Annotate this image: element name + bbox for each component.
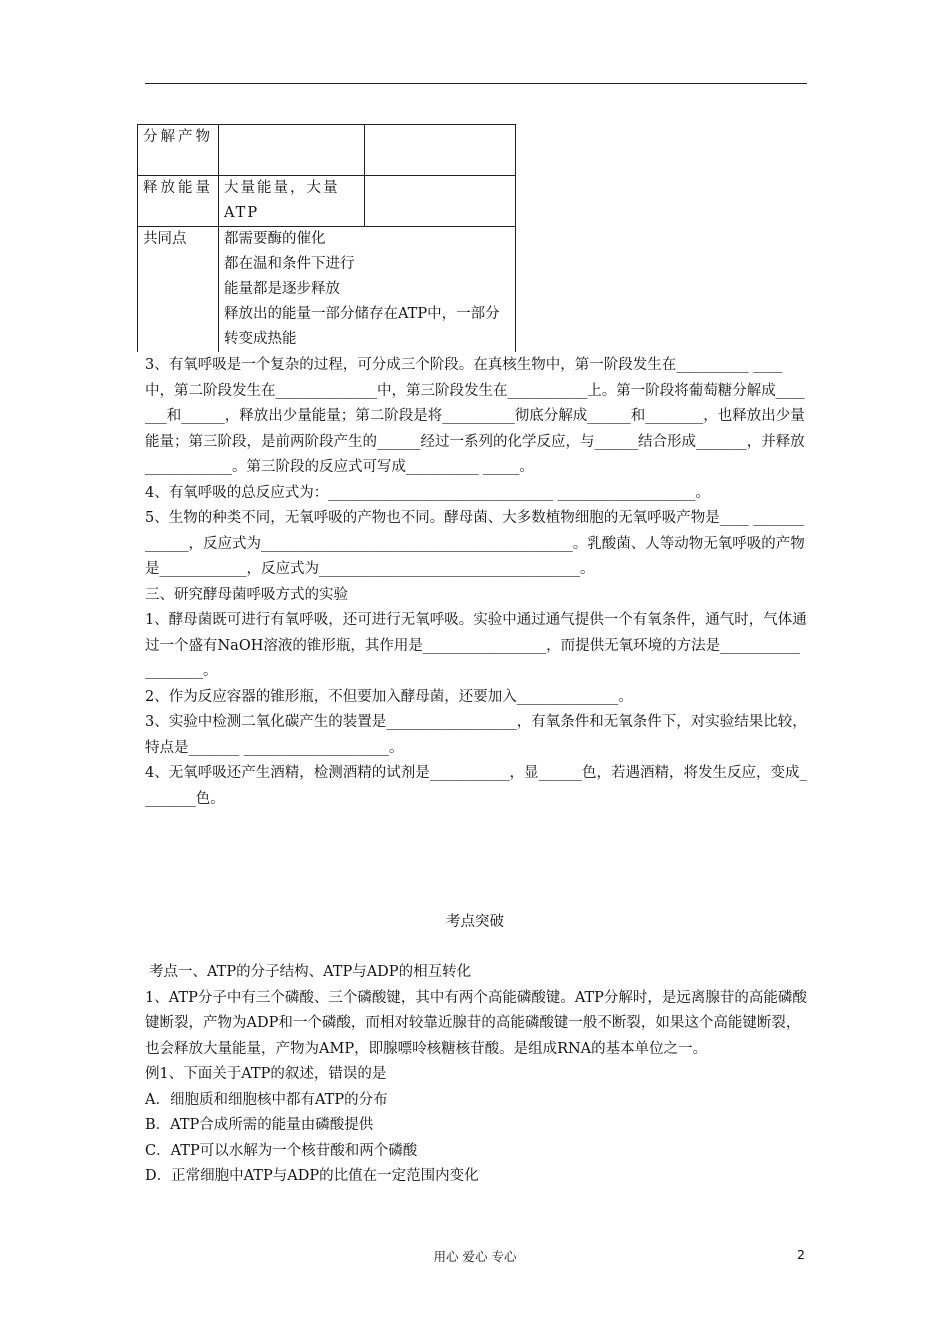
- option-a: A．细胞质和细胞核中都有ATP的分布: [145, 1091, 388, 1108]
- option-b: B．ATP合成所需的能量由磷酸提供: [145, 1117, 374, 1133]
- section-respiration: [145, 353, 807, 812]
- common-points-cell: [219, 227, 516, 353]
- section-key-points: [145, 960, 807, 1190]
- section-heading: 三、研究酵母菌呼吸方式的实验: [145, 586, 348, 603]
- common-point: 都需要酶的催化: [224, 231, 326, 247]
- common-point: 释放出的能量一部分储存在ATP中，一部分转变成热能: [224, 306, 500, 347]
- paragraph: 5、生物的种类不同，无氧呼吸的产物也不同。酵母菌、大多数植物细胞的无氧呼吸产物是____ _____________，反应式为___________________________________________。乳酸菌、人等动物无氧呼吸的产物是____________，反应式为____________________________________。: [145, 510, 805, 577]
- page-number: 2: [797, 1247, 805, 1262]
- cell: [219, 125, 365, 176]
- row-label: 共同点: [138, 227, 219, 353]
- common-point: 能量都是逐步释放: [224, 281, 340, 297]
- table-row: [138, 227, 516, 353]
- table-row: [138, 125, 516, 176]
- paragraph: 1、酵母菌既可进行有氧呼吸，还可进行无氧呼吸。实验中通过通气提供一个有氧条件，通气时，气体通过一个盛有NaOH溶液的锥形瓶，其作用是_________________，而提供无氧环境的方法是___________________。: [145, 612, 807, 679]
- section-title: 考点突破: [446, 914, 504, 930]
- cell: [365, 176, 516, 227]
- option-d: D．正常细胞中ATP与ADP的比值在一定范围内变化: [145, 1168, 479, 1184]
- paragraph: 4、无氧呼吸还产生酒精，检测酒精的试剂是___________，显______色，若遇酒精，将发生反应，变成________色。: [145, 765, 807, 807]
- example-question: 例1、下面关于ATP的叙述，错误的是: [145, 1066, 387, 1082]
- paragraph: 4、有氧呼吸的总反应式为：_______________________________ ___________________。: [145, 484, 710, 501]
- common-point: 都在温和条件下进行: [224, 256, 355, 272]
- paragraph: 1、ATP分子中有三个磷酸、三个磷酸键，其中有两个高能磷酸键。ATP分解时，是远离腺苷的高能磷酸键断裂，产物为ADP和一个磷酸，而相对较靠近腺苷的高能磷酸键一般不断裂，如果这个高能键断裂，也会释放大量能量，产物为AMP，即腺嘌呤核糖核苷酸。是组成RNA的基本单位之一。: [145, 989, 807, 1057]
- paragraph: 3、有氧呼吸是一个复杂的过程，可分成三个阶段。在真核生物中，第一阶段发生在__________ ____中，第二阶段发生在______________中，第三阶段发生在___________上。第一阶段将葡萄糖分解成_______和______，释放出少量能量；第二阶段是将__________彻底分解成______和________，也释放出少量能量；第三阶段，是前两阶段产生的______经过一系列的化学反应，与______结合形成_______，并释放____________。第三阶段的反应式可写成__________ _____。: [145, 357, 805, 475]
- header-rule: [145, 83, 807, 84]
- footer-text: 用心 爱心 专心: [433, 1249, 517, 1264]
- option-c: C．ATP可以水解为一个核苷酸和两个磷酸: [145, 1142, 418, 1159]
- comparison-table: [137, 124, 516, 352]
- cell: 大量能量，大量ATP: [219, 176, 365, 227]
- row-label: 释放能量: [138, 176, 219, 227]
- paragraph: 3、实验中检测二氧化碳产生的装置是__________________，有氧条件和无氧条件下，对实验结果比较，特点是_______ ____________________。: [145, 714, 807, 756]
- row-label: 分解产物: [138, 125, 219, 176]
- paragraph: 2、作为反应容器的锥形瓶，不但要加入酵母菌，还要加入______________。: [145, 688, 633, 705]
- subsection-heading: 考点一、ATP的分子结构、ATP与ADP的相互转化: [149, 964, 472, 980]
- cell: [365, 125, 516, 176]
- table-row: [138, 176, 516, 227]
